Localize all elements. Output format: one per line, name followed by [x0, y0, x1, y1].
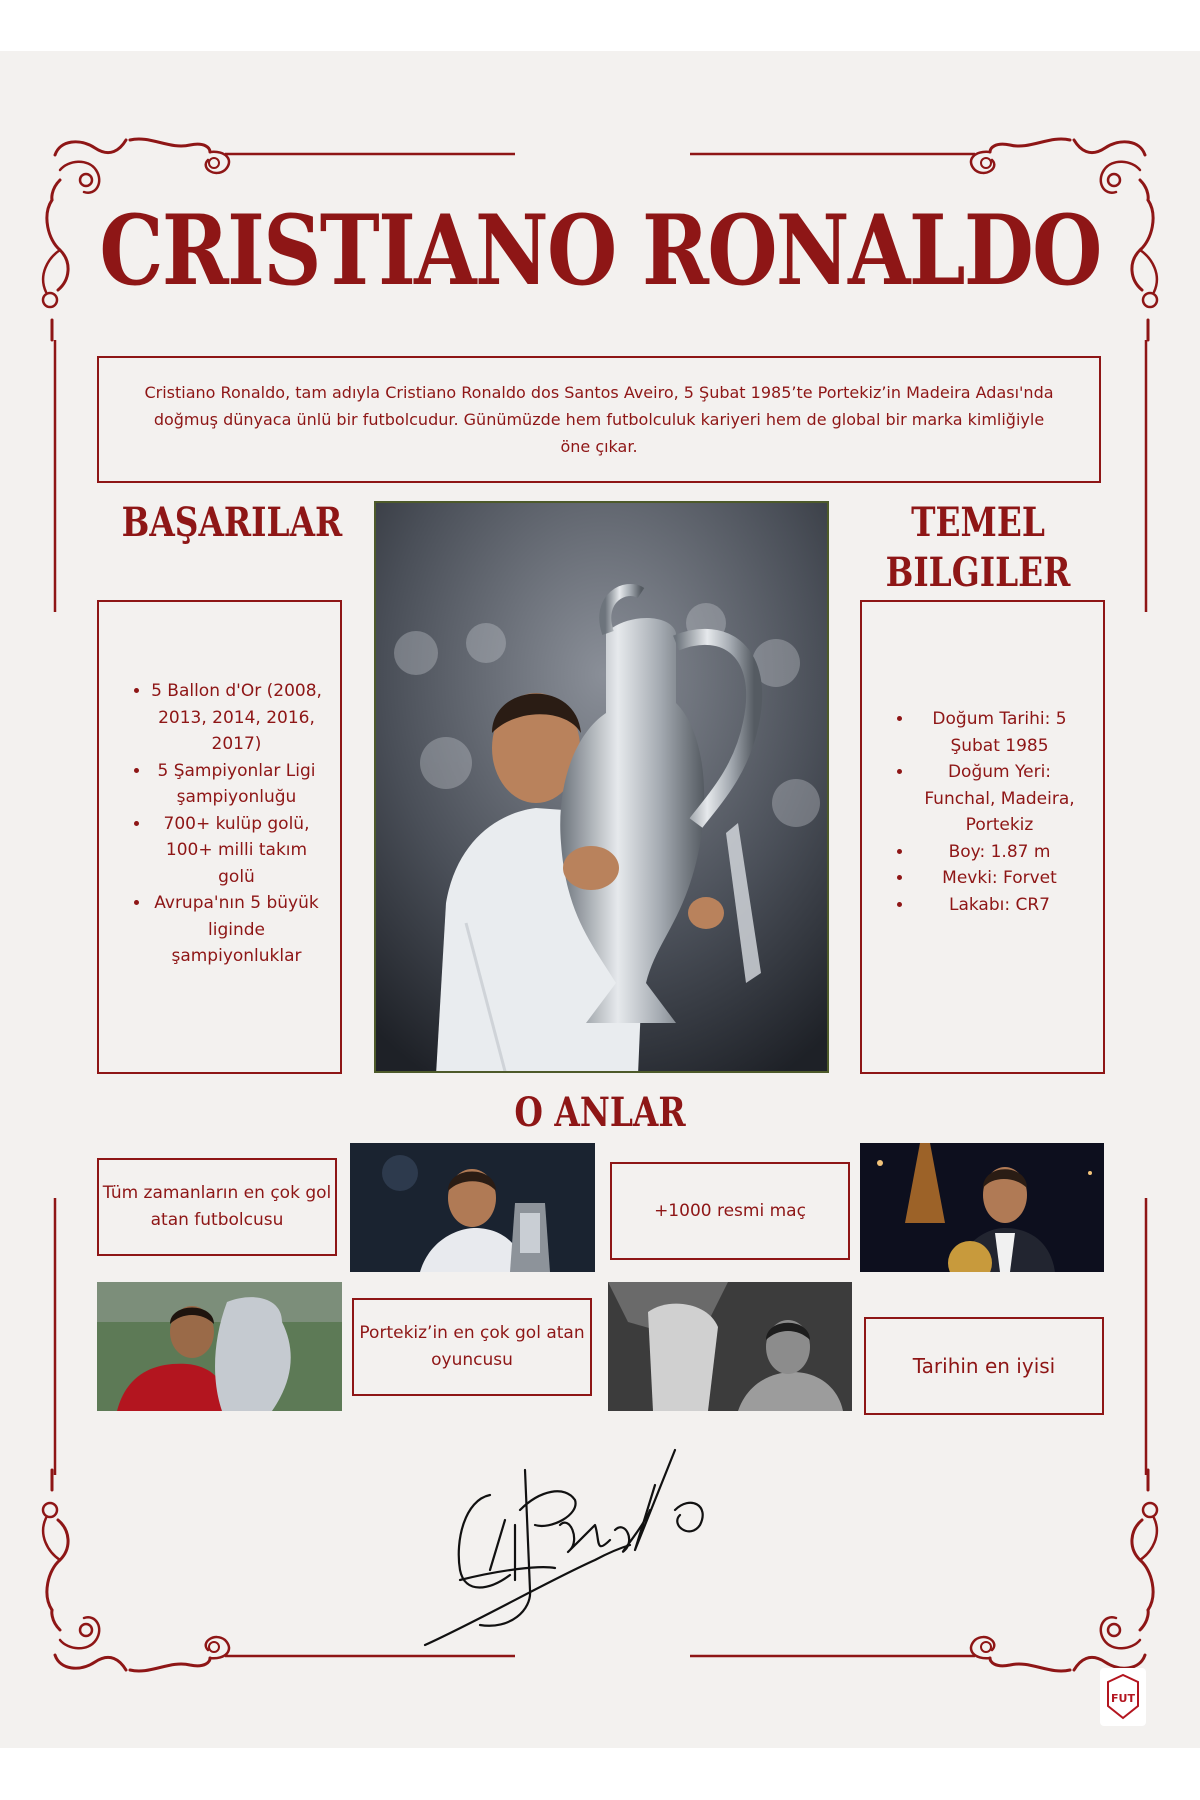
list-item: • Lakabı: CR7 — [914, 892, 1085, 919]
intro-box — [97, 356, 1101, 483]
fact-text: Portekiz’in en çok gol atan oyuncusu — [359, 1323, 585, 1370]
achievements-heading: BAŞARILAR — [121, 499, 343, 546]
moment-photo — [860, 1143, 1104, 1272]
fact-box — [610, 1162, 850, 1260]
list-item: • Boy: 1.87 m — [914, 839, 1085, 866]
list-item: • Doğum Yeri: Funchal, Madeira, Portekiz — [914, 759, 1085, 839]
basics-heading-line1: TEMEL — [911, 499, 1045, 546]
fact-box — [864, 1317, 1104, 1415]
list-item: • Doğum Tarihi: 5 Şubat 1985 — [914, 706, 1085, 759]
fut-logo-text: FUT — [1111, 1692, 1135, 1705]
fact-text: Tüm zamanların en çok gol atan futbolcusu — [102, 1183, 332, 1230]
list-item: • 5 Ballon d'Or (2008, 2013, 2014, 2016, 2017) — [151, 678, 322, 758]
moment-photo — [608, 1282, 852, 1411]
fact-text: +1000 resmi maç — [654, 1200, 806, 1221]
basics-list — [862, 706, 1103, 918]
main-photo — [374, 501, 829, 1073]
achievements-box — [97, 600, 342, 1074]
basics-box — [860, 600, 1105, 1074]
list-item: • Avrupa'nın 5 büyük liginde şampiyonluklar — [151, 890, 322, 970]
intro-text: Cristiano Ronaldo, tam adıyla Cristiano Ronaldo dos Santos Aveiro, 5 Şubat 1985’te Portekiz’in Madeira Adası'nda doğmuş dünyaca ünlü bir futbolcudur. Günümüzde hem futbolculuk kariyeri hem de global bir marka kimliğiyle öne çıkar. — [144, 383, 1054, 456]
fact-box — [352, 1298, 592, 1396]
page-title: CRISTIANO RONALDO — [99, 194, 1101, 307]
achievements-list — [99, 678, 340, 970]
basics-heading — [880, 498, 1077, 598]
moment-photo — [97, 1282, 342, 1411]
list-item: • Mevki: Forvet — [914, 865, 1085, 892]
list-item: • 5 Şampiyonlar Ligi şampiyonluğu — [151, 758, 322, 811]
basics-heading-line2: BILGILER — [885, 549, 1071, 596]
moment-photo — [350, 1143, 595, 1272]
fact-text: Tarihin en iyisi — [912, 1353, 1056, 1378]
moments-heading: O ANLAR — [514, 1089, 686, 1136]
list-item: • 700+ kulüp golü, 100+ milli takım golü — [151, 811, 322, 891]
fact-box — [97, 1158, 337, 1256]
signature-image — [420, 1430, 760, 1660]
fut-logo — [1100, 1668, 1146, 1726]
